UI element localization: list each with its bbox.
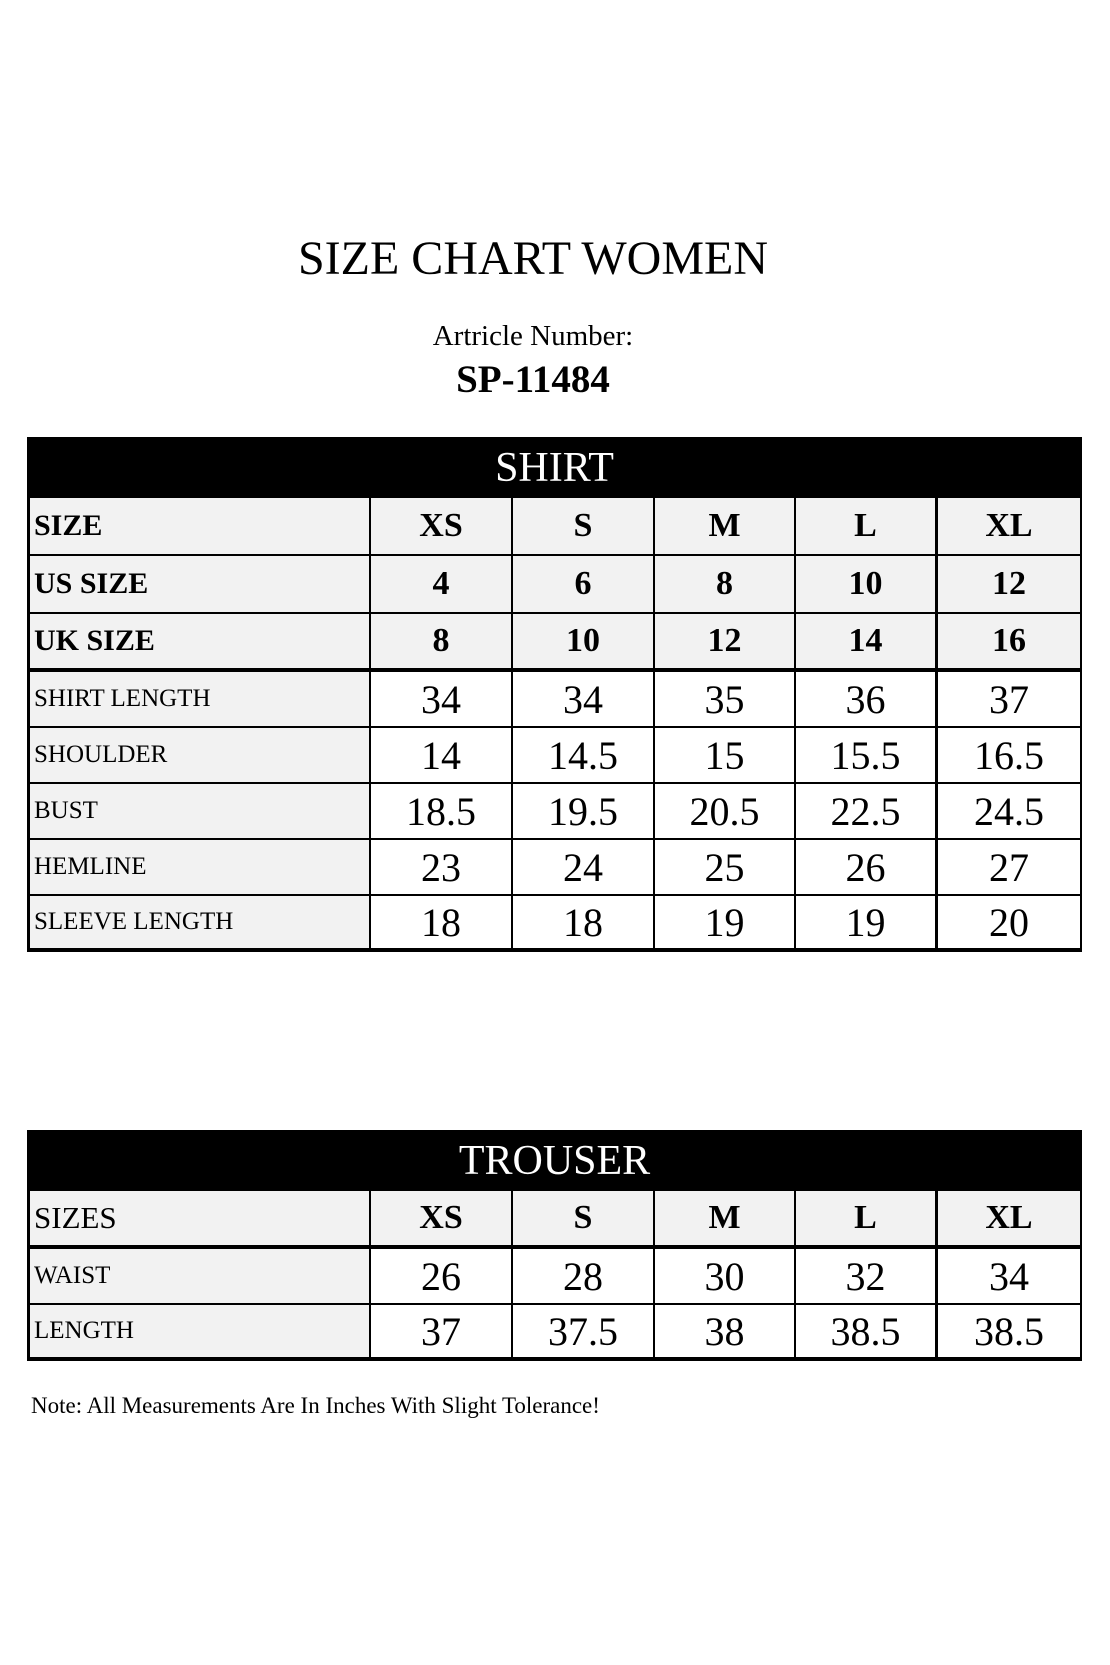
row-label-bust: BUST xyxy=(30,784,371,838)
shirt-length-xl: 37 xyxy=(938,672,1080,726)
row-label-waist: WAIST xyxy=(30,1249,371,1303)
waist-xs: 26 xyxy=(371,1249,513,1303)
us-size-xl: 12 xyxy=(938,556,1080,612)
shirt-size-table xyxy=(27,437,1082,952)
bust-l: 22.5 xyxy=(796,784,938,838)
row-label-sleeve-length: SLEEVE LENGTH xyxy=(30,896,371,948)
page-title: SIZE CHART WOMEN xyxy=(297,232,768,285)
row-label-uk-size: UK SIZE xyxy=(30,614,371,668)
row-label-sizes: SIZES xyxy=(30,1191,371,1245)
bust-xl: 24.5 xyxy=(938,784,1080,838)
sleeve-length-xl: 20 xyxy=(938,896,1080,948)
hemline-s: 24 xyxy=(513,840,655,894)
shoulder-xl: 16.5 xyxy=(938,728,1080,782)
trouser-size-s: S xyxy=(513,1191,655,1245)
us-size-s: 6 xyxy=(513,556,655,612)
row-label-shoulder: SHOULDER xyxy=(30,728,371,782)
article-number-label: Artricle Number: xyxy=(432,320,634,352)
sleeve-length-s: 18 xyxy=(513,896,655,948)
hemline-xs: 23 xyxy=(371,840,513,894)
sleeve-length-m: 19 xyxy=(655,896,796,948)
uk-size-m: 12 xyxy=(655,614,796,668)
trouser-size-xs: XS xyxy=(371,1191,513,1245)
trouser-size-table xyxy=(27,1130,1082,1361)
us-size-xs: 4 xyxy=(371,556,513,612)
trouser-size-m: M xyxy=(655,1191,796,1245)
table-row-sleeve-length xyxy=(27,896,1082,952)
table-row-shirt-length xyxy=(27,672,1082,728)
trouser-table-header: TROUSER xyxy=(27,1130,1082,1191)
table-row-bust xyxy=(27,784,1082,840)
trouser-size-xl: XL xyxy=(938,1191,1080,1245)
row-label-length: LENGTH xyxy=(30,1305,371,1357)
length-s: 37.5 xyxy=(513,1305,655,1357)
us-size-m: 8 xyxy=(655,556,796,612)
shirt-length-m: 35 xyxy=(655,672,796,726)
article-number-value: SP-11484 xyxy=(456,358,610,401)
hemline-m: 25 xyxy=(655,840,796,894)
shoulder-s: 14.5 xyxy=(513,728,655,782)
length-m: 38 xyxy=(655,1305,796,1357)
table-row-waist xyxy=(27,1249,1082,1305)
us-size-l: 10 xyxy=(796,556,938,612)
bust-xs: 18.5 xyxy=(371,784,513,838)
row-label-us-size: US SIZE xyxy=(30,556,371,612)
hemline-l: 26 xyxy=(796,840,938,894)
shirt-length-l: 36 xyxy=(796,672,938,726)
size-cell-xl: XL xyxy=(938,498,1080,554)
shirt-length-xs: 34 xyxy=(371,672,513,726)
length-xs: 37 xyxy=(371,1305,513,1357)
table-row-size xyxy=(27,498,1082,556)
table-row-length xyxy=(27,1305,1082,1361)
shoulder-l: 15.5 xyxy=(796,728,938,782)
uk-size-s: 10 xyxy=(513,614,655,668)
table-row-shoulder xyxy=(27,728,1082,784)
size-cell-m: M xyxy=(655,498,796,554)
bust-s: 19.5 xyxy=(513,784,655,838)
size-cell-l: L xyxy=(796,498,938,554)
size-cell-xs: XS xyxy=(371,498,513,554)
uk-size-xs: 8 xyxy=(371,614,513,668)
table-row-uk-size xyxy=(27,614,1082,672)
row-label-size: SIZE xyxy=(30,498,371,554)
sleeve-length-l: 19 xyxy=(796,896,938,948)
size-cell-s: S xyxy=(513,498,655,554)
trouser-size-l: L xyxy=(796,1191,938,1245)
shoulder-m: 15 xyxy=(655,728,796,782)
shoulder-xs: 14 xyxy=(371,728,513,782)
length-l: 38.5 xyxy=(796,1305,938,1357)
measurement-note: Note: All Measurements Are In Inches With Slight Tolerance! xyxy=(31,1393,600,1418)
length-xl: 38.5 xyxy=(938,1305,1080,1357)
uk-size-l: 14 xyxy=(796,614,938,668)
table-row-sizes xyxy=(27,1191,1082,1249)
row-label-shirt-length: SHIRT LENGTH xyxy=(30,672,371,726)
waist-xl: 34 xyxy=(938,1249,1080,1303)
bust-m: 20.5 xyxy=(655,784,796,838)
row-label-hemline: HEMLINE xyxy=(30,840,371,894)
shirt-length-s: 34 xyxy=(513,672,655,726)
sleeve-length-xs: 18 xyxy=(371,896,513,948)
shirt-table-header: SHIRT xyxy=(27,437,1082,498)
waist-l: 32 xyxy=(796,1249,938,1303)
waist-m: 30 xyxy=(655,1249,796,1303)
hemline-xl: 27 xyxy=(938,840,1080,894)
waist-s: 28 xyxy=(513,1249,655,1303)
uk-size-xl: 16 xyxy=(938,614,1080,668)
table-row-us-size xyxy=(27,556,1082,614)
table-row-hemline xyxy=(27,840,1082,896)
